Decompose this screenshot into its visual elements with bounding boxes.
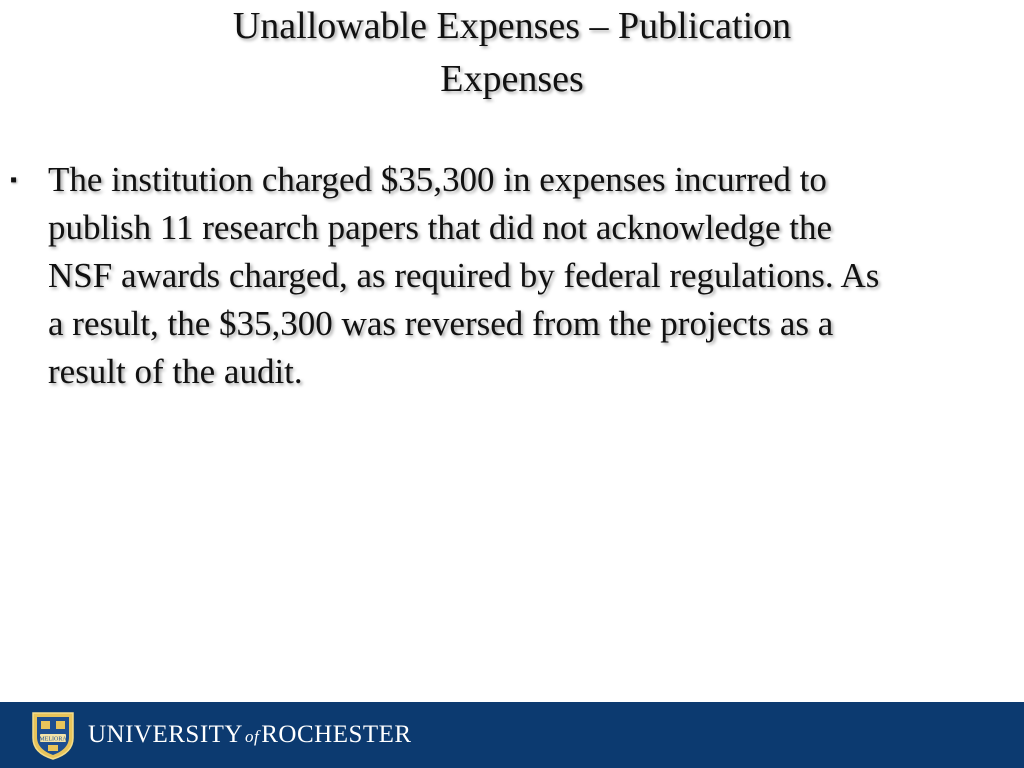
bullet-text-line-5: result of the audit. [48,352,303,391]
university-seal-icon [30,710,76,760]
slide-body [10,156,1015,396]
footer-bar [0,702,1024,768]
slide-title-line-2: Expenses [440,58,584,100]
slide-title-line-1: Unallowable Expenses – Publication [232,5,792,47]
bullet-text-line-3: NSF awards charged, as required by federal regulations. As [48,256,880,295]
wordmark-of: of [245,727,260,746]
slide-title [120,0,904,106]
bullet-text-line-4: a result, the $35,300 was reversed from the projects as a [48,304,834,343]
bullet-text-line-2: publish 11 research papers that did not acknowledge the [48,208,833,247]
wordmark-university: UNIVERSITY [88,721,243,748]
bullet-text-line-1: The institution charged $35,300 in expenses incurred to [48,160,827,199]
university-wordmark [88,721,412,749]
bullet-item [10,156,1015,396]
wordmark-rochester: ROCHESTER [261,721,412,748]
seal-motto: MELIORA [39,736,67,743]
bullet-text [48,156,1015,396]
bullet-marker-icon: ▪ [10,169,18,191]
